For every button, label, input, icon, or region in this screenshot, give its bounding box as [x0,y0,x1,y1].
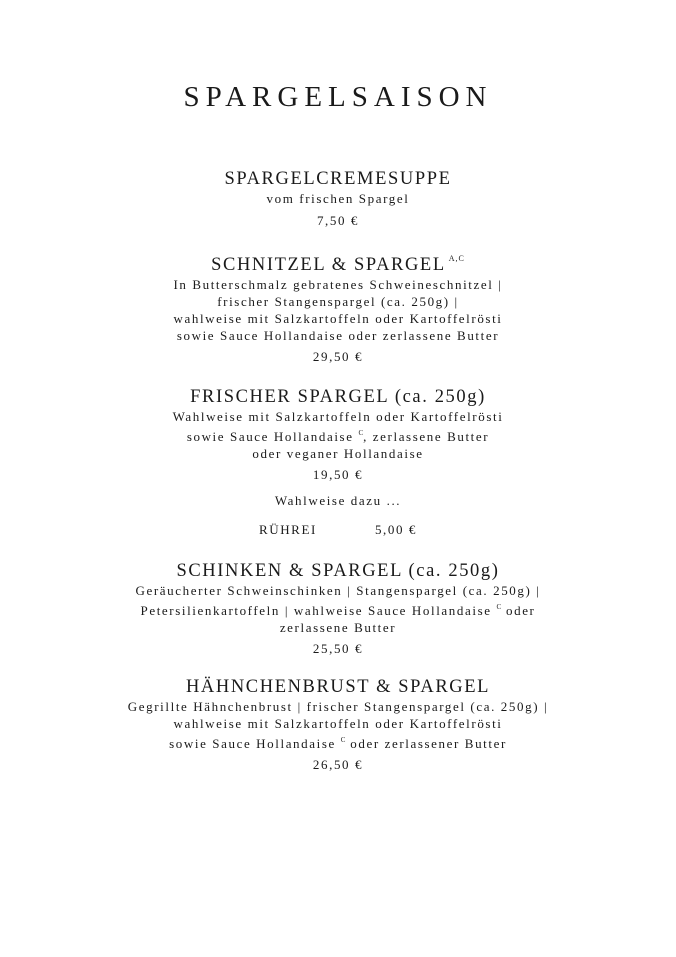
dish-haehnchenbrust-spargel [0,676,676,773]
description-text: sowie Sauce Hollandaise [169,736,336,751]
dish-price: 19,50 € [312,467,364,482]
dish-spargelcremesuppe [0,168,676,229]
allergen-marker: C [358,429,364,437]
description-text: oder [501,603,536,618]
allergen-marker: A,C [448,254,465,263]
dish-schnitzel-spargel [0,248,676,365]
extra-item-price: 5,00 € [374,522,418,537]
dish-description-line [0,599,676,619]
description-text: Petersilienkartoffeln | wahlweise Sauce Hollandaise [140,603,492,618]
allergen-marker: C [496,603,502,611]
allergen-marker: C [340,736,346,744]
dish-frischer-spargel [0,386,676,538]
dish-description-line: zerlassene Butter [279,620,397,635]
extra-item-row [0,521,676,538]
dish-description-line: vom frischen Spargel [266,191,410,206]
dish-price: 25,50 € [312,641,364,656]
description-text: sowie Sauce Hollandaise [186,429,354,444]
dish-description-line: Geräucherter Schweinschinken | Stangenspargel (ca. 250g) | [135,583,541,598]
menu-title: SPARGELSAISON [183,81,493,113]
dish-price: 26,50 € [312,757,364,772]
dish-name: SCHNITZEL & SPARGEL [211,255,446,275]
dish-description-line: Wahlweise mit Salzkartoffeln oder Kartoffelrösti [172,409,504,424]
dish-description-line [0,425,676,445]
dish-description-line [0,732,676,752]
dish-name-row [0,248,676,276]
dish-description-line: frischer Stangenspargel (ca. 250g) | [217,294,459,309]
dish-name: FRISCHER SPARGEL (ca. 250g) [190,387,486,407]
dish-description-line: oder veganer Hollandaise [252,446,424,461]
dish-price: 7,50 € [316,213,360,228]
dish-description-line: wahlweise mit Salzkartoffeln oder Kartoffelrösti [173,311,503,326]
dish-name: SPARGELCREMESUPPE [224,169,452,189]
dish-description-line: Gegrillte Hähnchenbrust | frischer Stangenspargel (ca. 250g) | [127,699,549,714]
dish-description-line: wahlweise mit Salzkartoffeln oder Kartoffelrösti [173,716,503,731]
description-text: oder zerlassener Butter [345,736,507,751]
dish-name: HÄHNCHENBRUST & SPARGEL [185,677,491,697]
dish-description-line: In Butterschmalz gebratenes Schweineschnitzel | [173,277,503,292]
extra-item-name: RÜHREI [258,522,317,537]
extras-intro: Wahlweise dazu ... [274,493,402,508]
dish-description-line: sowie Sauce Hollandaise oder zerlassene Butter [176,328,500,343]
dish-name: SCHINKEN & SPARGEL (ca. 250g) [176,561,500,581]
dish-schinken-spargel [0,560,676,657]
dish-price: 29,50 € [312,349,364,364]
description-text: , zerlassene Butter [363,429,490,444]
